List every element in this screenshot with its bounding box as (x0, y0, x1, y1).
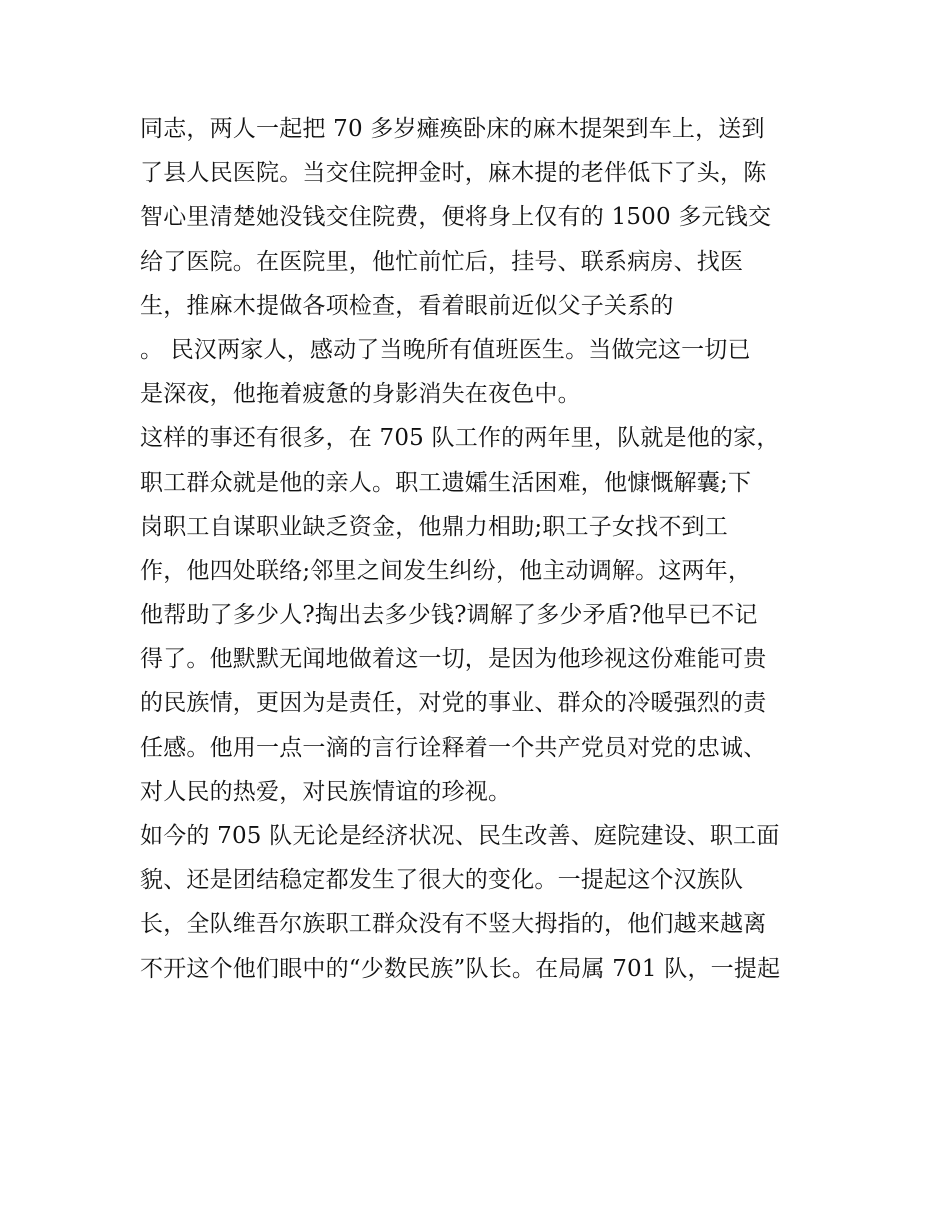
text-line: 长，全队维吾尔族职工群众没有不竖大拇指的，他们越来越离 (140, 911, 767, 938)
text-line: 同志，两人一起把 70 多岁瘫痪卧床的麻木提架到车上，送到 (140, 116, 765, 142)
text-line: 给了医院。在医院里，他忙前忙后，挂号、联系病房、找医 (140, 248, 744, 275)
text-line: 作，他四处联络;邻里之间发生纠纷，他主动调解。这两年， (140, 557, 752, 584)
text-line: 的民族情，更因为是责任，对党的事业、群众的冷暖强烈的责 (140, 690, 767, 717)
text-line: 岗职工自谋职业缺乏资金，他鼎力相助;职工子女找不到工 (140, 513, 728, 540)
text-line: 不开这个他们眼中的“少数民族”队长。在局属 701 队，一提起 (140, 955, 781, 982)
text-line: 任感。他用一点一滴的言行诠释着一个共产党员对党的忠诚、 (140, 734, 767, 761)
text-line: 是深夜，他拖着疲惫的身影消失在夜色中。 (140, 381, 581, 408)
body-text (140, 107, 820, 991)
text-line: 智心里清楚她没钱交住院费，便将身上仅有的 1500 多元钱交 (140, 204, 772, 231)
text-line: 得了。他默默无闻地做着这一切，是因为他珍视这份难能可贵 (140, 646, 767, 673)
text-line: 对人民的热爱，对民族情谊的珍视。 (140, 778, 512, 805)
text-line: 了县人民医院。当交住院押金时，麻木提的老伴低下了头，陈 (140, 160, 767, 187)
text-line: 职工群众就是他的亲人。职工遗孀生活困难，他慷慨解囊;下 (140, 469, 752, 496)
text-line: 他帮助了多少人?掏出去多少钱?调解了多少矛盾?他早已不记 (140, 602, 758, 629)
text-line: 如今的 705 队无论是经济状况、民生改善、庭院建设、职工面 (140, 823, 780, 849)
text-line: 。 民汉两家人，感动了当晚所有值班医生。当做完这一切已 (140, 336, 751, 363)
text-line: 生，推麻木提做各项检查，看着眼前近似父子关系的 (140, 292, 674, 319)
text-line: 貌、还是团结稳定都发生了很大的变化。一提起这个汉族队 (140, 867, 744, 894)
text-line: 这样的事还有很多，在 705 队工作的两年里，队就是他的家， (140, 425, 780, 452)
